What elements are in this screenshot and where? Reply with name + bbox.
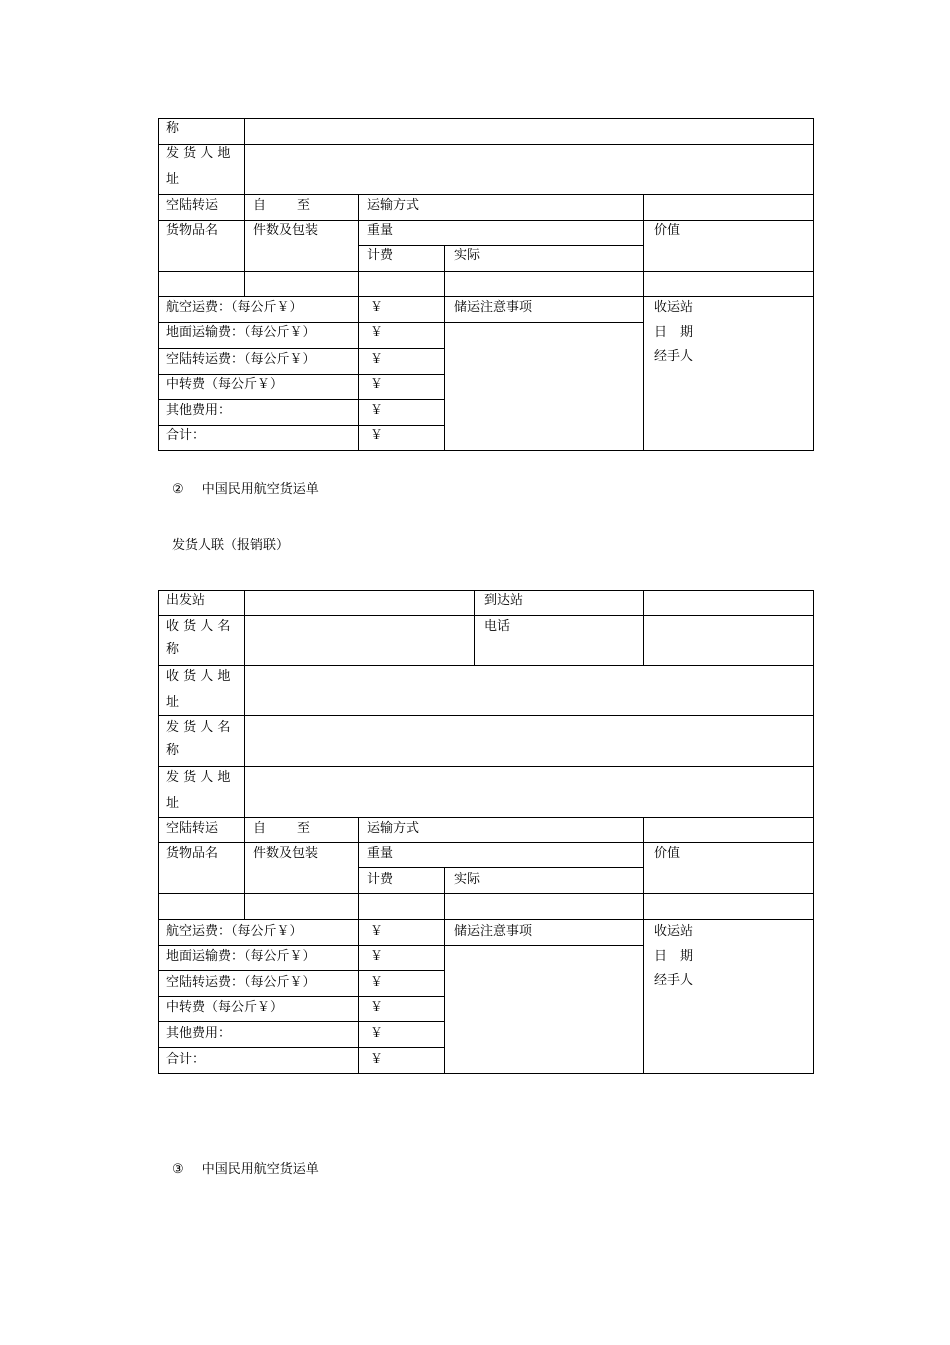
yen-symbol: ￥ xyxy=(370,975,384,990)
handler-label: 经手人 xyxy=(654,349,694,364)
grid-line xyxy=(643,590,644,666)
consignee-name-label-tail: 称 xyxy=(166,642,180,657)
caption-number: ③ xyxy=(172,1162,184,1177)
yen-symbol: ￥ xyxy=(370,1026,384,1041)
caption-title: 中国民用航空货运单 xyxy=(201,482,319,497)
receiving-station-label: 收运站 xyxy=(654,924,694,939)
pieces-packing-label: 件数及包装 xyxy=(253,223,319,238)
receiving-station-label: 收运站 xyxy=(654,300,694,315)
transit-fee-label: 中转费（每公斤￥） xyxy=(166,1000,284,1015)
grid-line xyxy=(158,1047,444,1048)
grid-line xyxy=(158,766,814,767)
goods-name-label: 货物品名 xyxy=(166,846,219,861)
grid-line xyxy=(444,245,445,297)
grid-line xyxy=(158,118,159,451)
actual-weight-label: 实际 xyxy=(454,248,481,263)
grid-line xyxy=(158,1021,444,1022)
date-label: 日 期 xyxy=(654,949,694,964)
grid-line xyxy=(158,842,814,843)
yen-symbol: ￥ xyxy=(370,924,384,939)
transfer-freight-label: 空陆转运费：（每公斤￥） xyxy=(166,352,316,367)
grid-line xyxy=(158,144,814,145)
shipper-address-label-tail: 址 xyxy=(166,172,180,187)
grid-line xyxy=(158,271,814,272)
grid-line xyxy=(158,450,814,451)
yen-symbol: ￥ xyxy=(370,949,384,964)
caption-title: 中国民用航空货运单 xyxy=(201,1162,319,1177)
grid-line xyxy=(643,817,644,1074)
grid-line xyxy=(158,399,444,400)
chargeable-weight-label: 计费 xyxy=(367,248,394,263)
value-label: 价值 xyxy=(654,223,681,238)
yen-symbol: ￥ xyxy=(370,325,384,340)
yen-symbol: ￥ xyxy=(370,1052,384,1067)
shipper-name-label-tail: 称 xyxy=(166,743,180,758)
arrival-station-label: 到达站 xyxy=(484,593,524,608)
grid-line xyxy=(158,817,814,818)
total-label: 合计： xyxy=(166,428,206,443)
grid-line xyxy=(158,919,814,920)
to-label: 至 xyxy=(297,198,311,213)
yen-symbol: ￥ xyxy=(370,403,384,418)
grid-line xyxy=(358,817,359,1074)
from-label: 自 xyxy=(253,821,267,836)
ground-freight-label: 地面运输费：（每公斤￥） xyxy=(166,949,316,964)
yen-symbol: ￥ xyxy=(370,300,384,315)
yen-symbol: ￥ xyxy=(370,428,384,443)
grid-line xyxy=(158,348,444,349)
phone-label: 电话 xyxy=(484,619,511,634)
weight-label: 重量 xyxy=(367,223,394,238)
pieces-packing-label: 件数及包装 xyxy=(253,846,319,861)
grid-line xyxy=(813,590,814,1074)
grid-line xyxy=(244,271,245,297)
grid-line xyxy=(358,194,359,451)
value-label: 价值 xyxy=(654,846,681,861)
grid-line xyxy=(474,590,475,666)
grid-line xyxy=(358,867,644,868)
to-label: 至 xyxy=(297,821,311,836)
from-label: 自 xyxy=(253,198,267,213)
transport-mode-label: 运输方式 xyxy=(367,821,420,836)
weight-label: 重量 xyxy=(367,846,394,861)
caption-number: ② xyxy=(172,482,184,497)
grid-line xyxy=(158,665,814,666)
shipper-address-label-tail: 址 xyxy=(166,796,180,811)
transport-mode-label: 运输方式 xyxy=(367,198,420,213)
storage-notes-label: 储运注意事项 xyxy=(454,300,533,315)
yen-symbol: ￥ xyxy=(370,1000,384,1015)
ground-freight-label: 地面运输费：（每公斤￥） xyxy=(166,325,316,340)
grid-line xyxy=(158,590,814,591)
consignee-address-label-tail: 址 xyxy=(166,695,180,710)
grid-line xyxy=(158,118,814,119)
waybill-caption-2 xyxy=(172,482,319,498)
yen-symbol: ￥ xyxy=(370,377,384,392)
shipper-address-label: 发 货 人 地 xyxy=(166,770,231,785)
grid-line xyxy=(158,590,159,1074)
grid-line xyxy=(158,425,444,426)
air-freight-label: 航空运费：（每公斤￥） xyxy=(166,924,303,939)
air-land-transfer-label: 空陆转运 xyxy=(166,821,219,836)
consignee-name-label: 收 货 人 名 xyxy=(166,619,231,634)
grid-line xyxy=(813,118,814,451)
grid-line xyxy=(643,194,644,451)
transfer-freight-label: 空陆转运费：（每公斤￥） xyxy=(166,975,316,990)
storage-notes-label: 储运注意事项 xyxy=(454,924,533,939)
grid-line xyxy=(158,996,444,997)
handler-label: 经手人 xyxy=(654,973,694,988)
departure-station-label: 出发站 xyxy=(166,593,206,608)
grid-line xyxy=(158,970,444,971)
grid-line xyxy=(244,590,245,920)
grid-line xyxy=(158,194,814,195)
grid-line xyxy=(244,118,245,272)
air-land-transfer-label: 空陆转运 xyxy=(166,198,219,213)
other-fees-label: 其他费用： xyxy=(166,1026,232,1041)
consignee-address-label: 收 货 人 地 xyxy=(166,669,231,684)
grid-line xyxy=(158,1073,814,1074)
grid-line xyxy=(444,867,445,920)
total-label: 合计： xyxy=(166,1052,206,1067)
grid-line xyxy=(158,715,814,716)
copy-label: 发货人联（报销联） xyxy=(172,538,290,553)
grid-line xyxy=(158,220,814,221)
shipper-name-label: 发 货 人 名 xyxy=(166,720,231,735)
grid-line xyxy=(158,296,814,297)
grid-line xyxy=(158,374,444,375)
grid-line xyxy=(158,615,814,616)
transit-fee-label: 中转费（每公斤￥） xyxy=(166,377,284,392)
air-freight-label: 航空运费：（每公斤￥） xyxy=(166,300,303,315)
grid-line xyxy=(444,919,445,1074)
waybill-caption-3 xyxy=(172,1162,319,1178)
grid-line xyxy=(158,893,814,894)
date-label: 日 期 xyxy=(654,325,694,340)
chargeable-weight-label: 计费 xyxy=(367,872,394,887)
shipper-address-label: 发 货 人 地 xyxy=(166,146,231,161)
other-fees-label: 其他费用： xyxy=(166,403,232,418)
grid-line xyxy=(444,296,445,451)
goods-name-label: 货物品名 xyxy=(166,223,219,238)
yen-symbol: ￥ xyxy=(370,352,384,367)
consignee-name-label-tail: 称 xyxy=(166,121,180,136)
actual-weight-label: 实际 xyxy=(454,872,481,887)
grid-line xyxy=(158,945,644,946)
grid-line xyxy=(358,245,644,246)
grid-line xyxy=(158,322,644,323)
